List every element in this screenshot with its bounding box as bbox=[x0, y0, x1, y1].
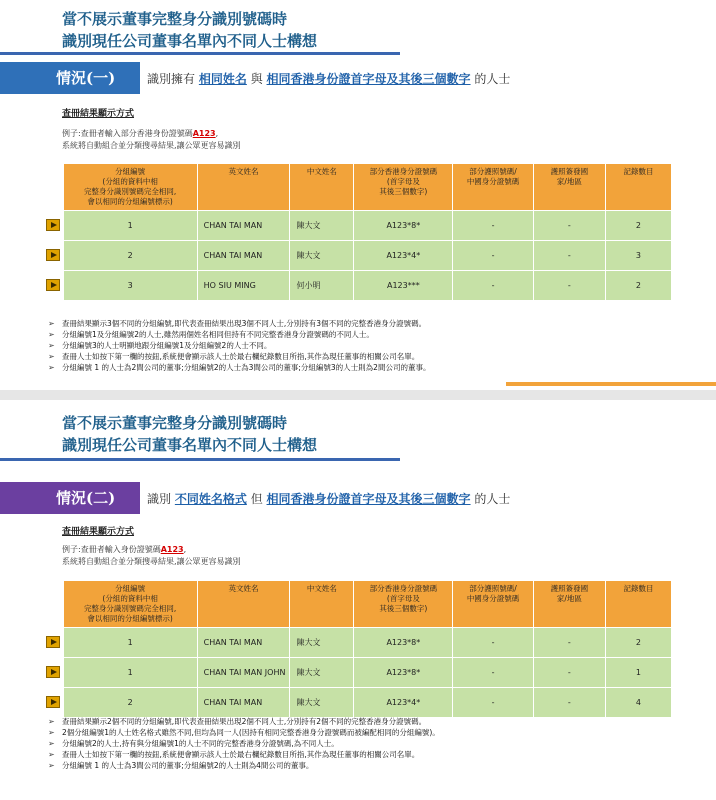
cell-chinese-name: 陳大文 bbox=[290, 688, 354, 718]
slide-title bbox=[62, 8, 317, 52]
cell-chinese-name: 陳大文 bbox=[290, 628, 354, 658]
cell-passport: - bbox=[453, 688, 533, 718]
expand-button[interactable] bbox=[43, 211, 64, 241]
cell-country: - bbox=[533, 271, 605, 301]
case-banner: 情況(一) bbox=[0, 62, 140, 94]
cell-english-name: CHAN TAI MAN bbox=[197, 688, 290, 718]
results-table bbox=[42, 580, 672, 718]
col-header-passport: 部分護照號碼/ 中國身分證號碼 bbox=[453, 581, 533, 628]
col-header-country: 護照簽發國 家/地區 bbox=[533, 581, 605, 628]
note-item: ➢ 查冊人士如按下第一欄的按鈕,系統便會顯示該人士於最右欄紀錄數目所指,其作為現任董事的相關公司名單。 bbox=[48, 351, 430, 362]
cell-english-name: HO SIU MING bbox=[197, 271, 290, 301]
expand-button[interactable] bbox=[43, 628, 64, 658]
slide-case-2 bbox=[0, 400, 716, 800]
col-header-count: 記錄數目 bbox=[605, 581, 671, 628]
play-arrow-icon bbox=[46, 636, 60, 648]
cell-chinese-name: 陳大文 bbox=[290, 658, 354, 688]
cell-hkid: A123*8* bbox=[354, 211, 453, 241]
col-header-english-name: 英文姓名 bbox=[197, 581, 290, 628]
play-arrow-icon bbox=[46, 279, 60, 291]
cell-count: 1 bbox=[605, 658, 671, 688]
col-header-group: 分組編號 (分組的資料中相 完整身分識別號碼完全相同, 會以相同的分組編號標示) bbox=[63, 581, 197, 628]
bottom-rule bbox=[506, 382, 716, 386]
cell-passport: - bbox=[453, 628, 533, 658]
table-row bbox=[43, 271, 672, 301]
cell-country: - bbox=[533, 241, 605, 271]
expand-button[interactable] bbox=[43, 658, 64, 688]
cell-passport: - bbox=[453, 658, 533, 688]
col-header-chinese-name: 中文姓名 bbox=[290, 164, 354, 211]
note-item: ➢ 2個分組編號1的人士姓名格式雖然不同,但均為同一人(因持有相同完整香港身分證號碼而被編配相同的分組編號)。 bbox=[48, 727, 440, 738]
col-header-passport: 部分護照號碼/ 中國身分證號碼 bbox=[453, 164, 533, 211]
case-description: 識別擁有 相同姓名 與 相同香港身份證首字母及其後三個數字 的人士 bbox=[147, 72, 511, 86]
note-item: ➢ 查冊結果顯示2個不同的分組編號,即代表查冊結果出現2個不同人士,分別持有2個不同的完整香港身分證號碼。 bbox=[48, 716, 440, 727]
col-header-group: 分組編號 (分組的資料中相 完整身分識別號碼完全相同, 會以相同的分組編號標示) bbox=[63, 164, 197, 211]
cell-hkid: A123*** bbox=[354, 271, 453, 301]
col-header-country: 護照簽發國 家/地區 bbox=[533, 164, 605, 211]
table-row bbox=[43, 658, 672, 688]
note-item: ➢ 分組編號1及分組編號2的人士,雖然兩個姓名相同但持有不同完整香港身分證號碼的不同人士。 bbox=[48, 329, 430, 340]
col-header-hkid: 部分香港身分證號碼 (首字母及 其後三個數字) bbox=[354, 164, 453, 211]
note-item: ➢ 查冊結果顯示3個不同的分組編號,即代表查冊結果出現3個不同人士,分別持有3個不同的完整香港身分證號碼。 bbox=[48, 318, 430, 329]
slide-case-1 bbox=[0, 0, 716, 390]
case-description: 識別 不同姓名格式 但 相同香港身份證首字母及其後三個數字 的人士 bbox=[147, 492, 511, 506]
cell-count: 4 bbox=[605, 688, 671, 718]
col-header-chinese-name: 中文姓名 bbox=[290, 581, 354, 628]
cell-hkid: A123*4* bbox=[354, 241, 453, 271]
cell-group: 2 bbox=[63, 688, 197, 718]
expand-button[interactable] bbox=[43, 241, 64, 271]
note-item: ➢ 分組編號3的人士明顯地跟分組編號1及分組編號2的人士不同。 bbox=[48, 340, 430, 351]
cell-group: 1 bbox=[63, 211, 197, 241]
cell-english-name: CHAN TAI MAN bbox=[197, 628, 290, 658]
title-line-1: 當不展示董事完整身分識別號碼時 bbox=[62, 10, 288, 28]
note-item: ➢ 查冊人士如按下第一欄的按鈕,系統便會顯示該人士於最右欄紀錄數目所指,其作為現任董事的相關公司名單。 bbox=[48, 749, 440, 760]
example-text: 例子:查冊者輸入部分香港身份證號碼A123, 系統將自動組合並分類搜尋結果,讓公眾更容易識別 bbox=[62, 129, 241, 150]
cell-count: 2 bbox=[605, 628, 671, 658]
cell-country: - bbox=[533, 628, 605, 658]
cell-country: - bbox=[533, 658, 605, 688]
cell-hkid: A123*8* bbox=[354, 628, 453, 658]
example-text: 例子:查冊者輸入身份證號碼A123, 系統將自動組合並分類搜尋結果,讓公眾更容易識別 bbox=[62, 545, 241, 566]
play-arrow-icon bbox=[46, 219, 60, 231]
cell-country: - bbox=[533, 688, 605, 718]
cell-hkid: A123*4* bbox=[354, 688, 453, 718]
cell-hkid: A123*8* bbox=[354, 658, 453, 688]
section-subheading: 查冊結果顯示方式 bbox=[62, 527, 135, 537]
cell-group: 1 bbox=[63, 628, 197, 658]
expand-button[interactable] bbox=[43, 271, 64, 301]
title-rule bbox=[0, 458, 400, 461]
cell-passport: - bbox=[453, 211, 533, 241]
table-row bbox=[43, 211, 672, 241]
cell-chinese-name: 陳大文 bbox=[290, 241, 354, 271]
col-header-count: 記錄數目 bbox=[605, 164, 671, 211]
title-line-2: 識別現任公司董事名單內不同人士構想 bbox=[62, 436, 318, 454]
note-item: ➢ 分組編號2的人士,持有與分組編號1的人士不同的完整香港身分證號碼,為不同人士。 bbox=[48, 738, 440, 749]
notes-list bbox=[48, 716, 440, 771]
expand-button[interactable] bbox=[43, 688, 64, 718]
col-header-hkid: 部分香港身分證號碼 (首字母及 其後三個數字) bbox=[354, 581, 453, 628]
slide-divider bbox=[0, 390, 716, 400]
cell-passport: - bbox=[453, 241, 533, 271]
play-arrow-icon bbox=[46, 249, 60, 261]
section-subheading: 查冊結果顯示方式 bbox=[62, 109, 135, 119]
cell-count: 2 bbox=[605, 211, 671, 241]
slide-title bbox=[62, 412, 317, 456]
cell-english-name: CHAN TAI MAN bbox=[197, 241, 290, 271]
table-row bbox=[43, 241, 672, 271]
cell-passport: - bbox=[453, 271, 533, 301]
cell-chinese-name: 何小明 bbox=[290, 271, 354, 301]
cell-group: 2 bbox=[63, 241, 197, 271]
cell-country: - bbox=[533, 211, 605, 241]
cell-count: 2 bbox=[605, 271, 671, 301]
cell-english-name: CHAN TAI MAN bbox=[197, 211, 290, 241]
play-arrow-icon bbox=[46, 696, 60, 708]
results-table bbox=[42, 163, 672, 301]
col-header-english-name: 英文姓名 bbox=[197, 164, 290, 211]
notes-list bbox=[48, 318, 430, 373]
case-banner: 情況(二) bbox=[0, 482, 140, 514]
cell-group: 1 bbox=[63, 658, 197, 688]
table-row bbox=[43, 628, 672, 658]
cell-count: 3 bbox=[605, 241, 671, 271]
note-item: ➢ 分組編號 1 的人士為2間公司的董事;分組編號2的人士為3間公司的董事;分組編號3的人士則為2間公司的董事。 bbox=[48, 362, 430, 373]
cell-group: 3 bbox=[63, 271, 197, 301]
title-line-2: 識別現任公司董事名單內不同人士構想 bbox=[62, 32, 318, 50]
play-arrow-icon bbox=[46, 666, 60, 678]
cell-chinese-name: 陳大文 bbox=[290, 211, 354, 241]
note-item: ➢ 分組編號 1 的人士為3間公司的董事;分組編號2的人士則為4間公司的董事。 bbox=[48, 760, 440, 771]
title-rule bbox=[0, 52, 400, 55]
cell-english-name: CHAN TAI MAN JOHN bbox=[197, 658, 290, 688]
table-row bbox=[43, 688, 672, 718]
title-line-1: 當不展示董事完整身分識別號碼時 bbox=[62, 414, 288, 432]
